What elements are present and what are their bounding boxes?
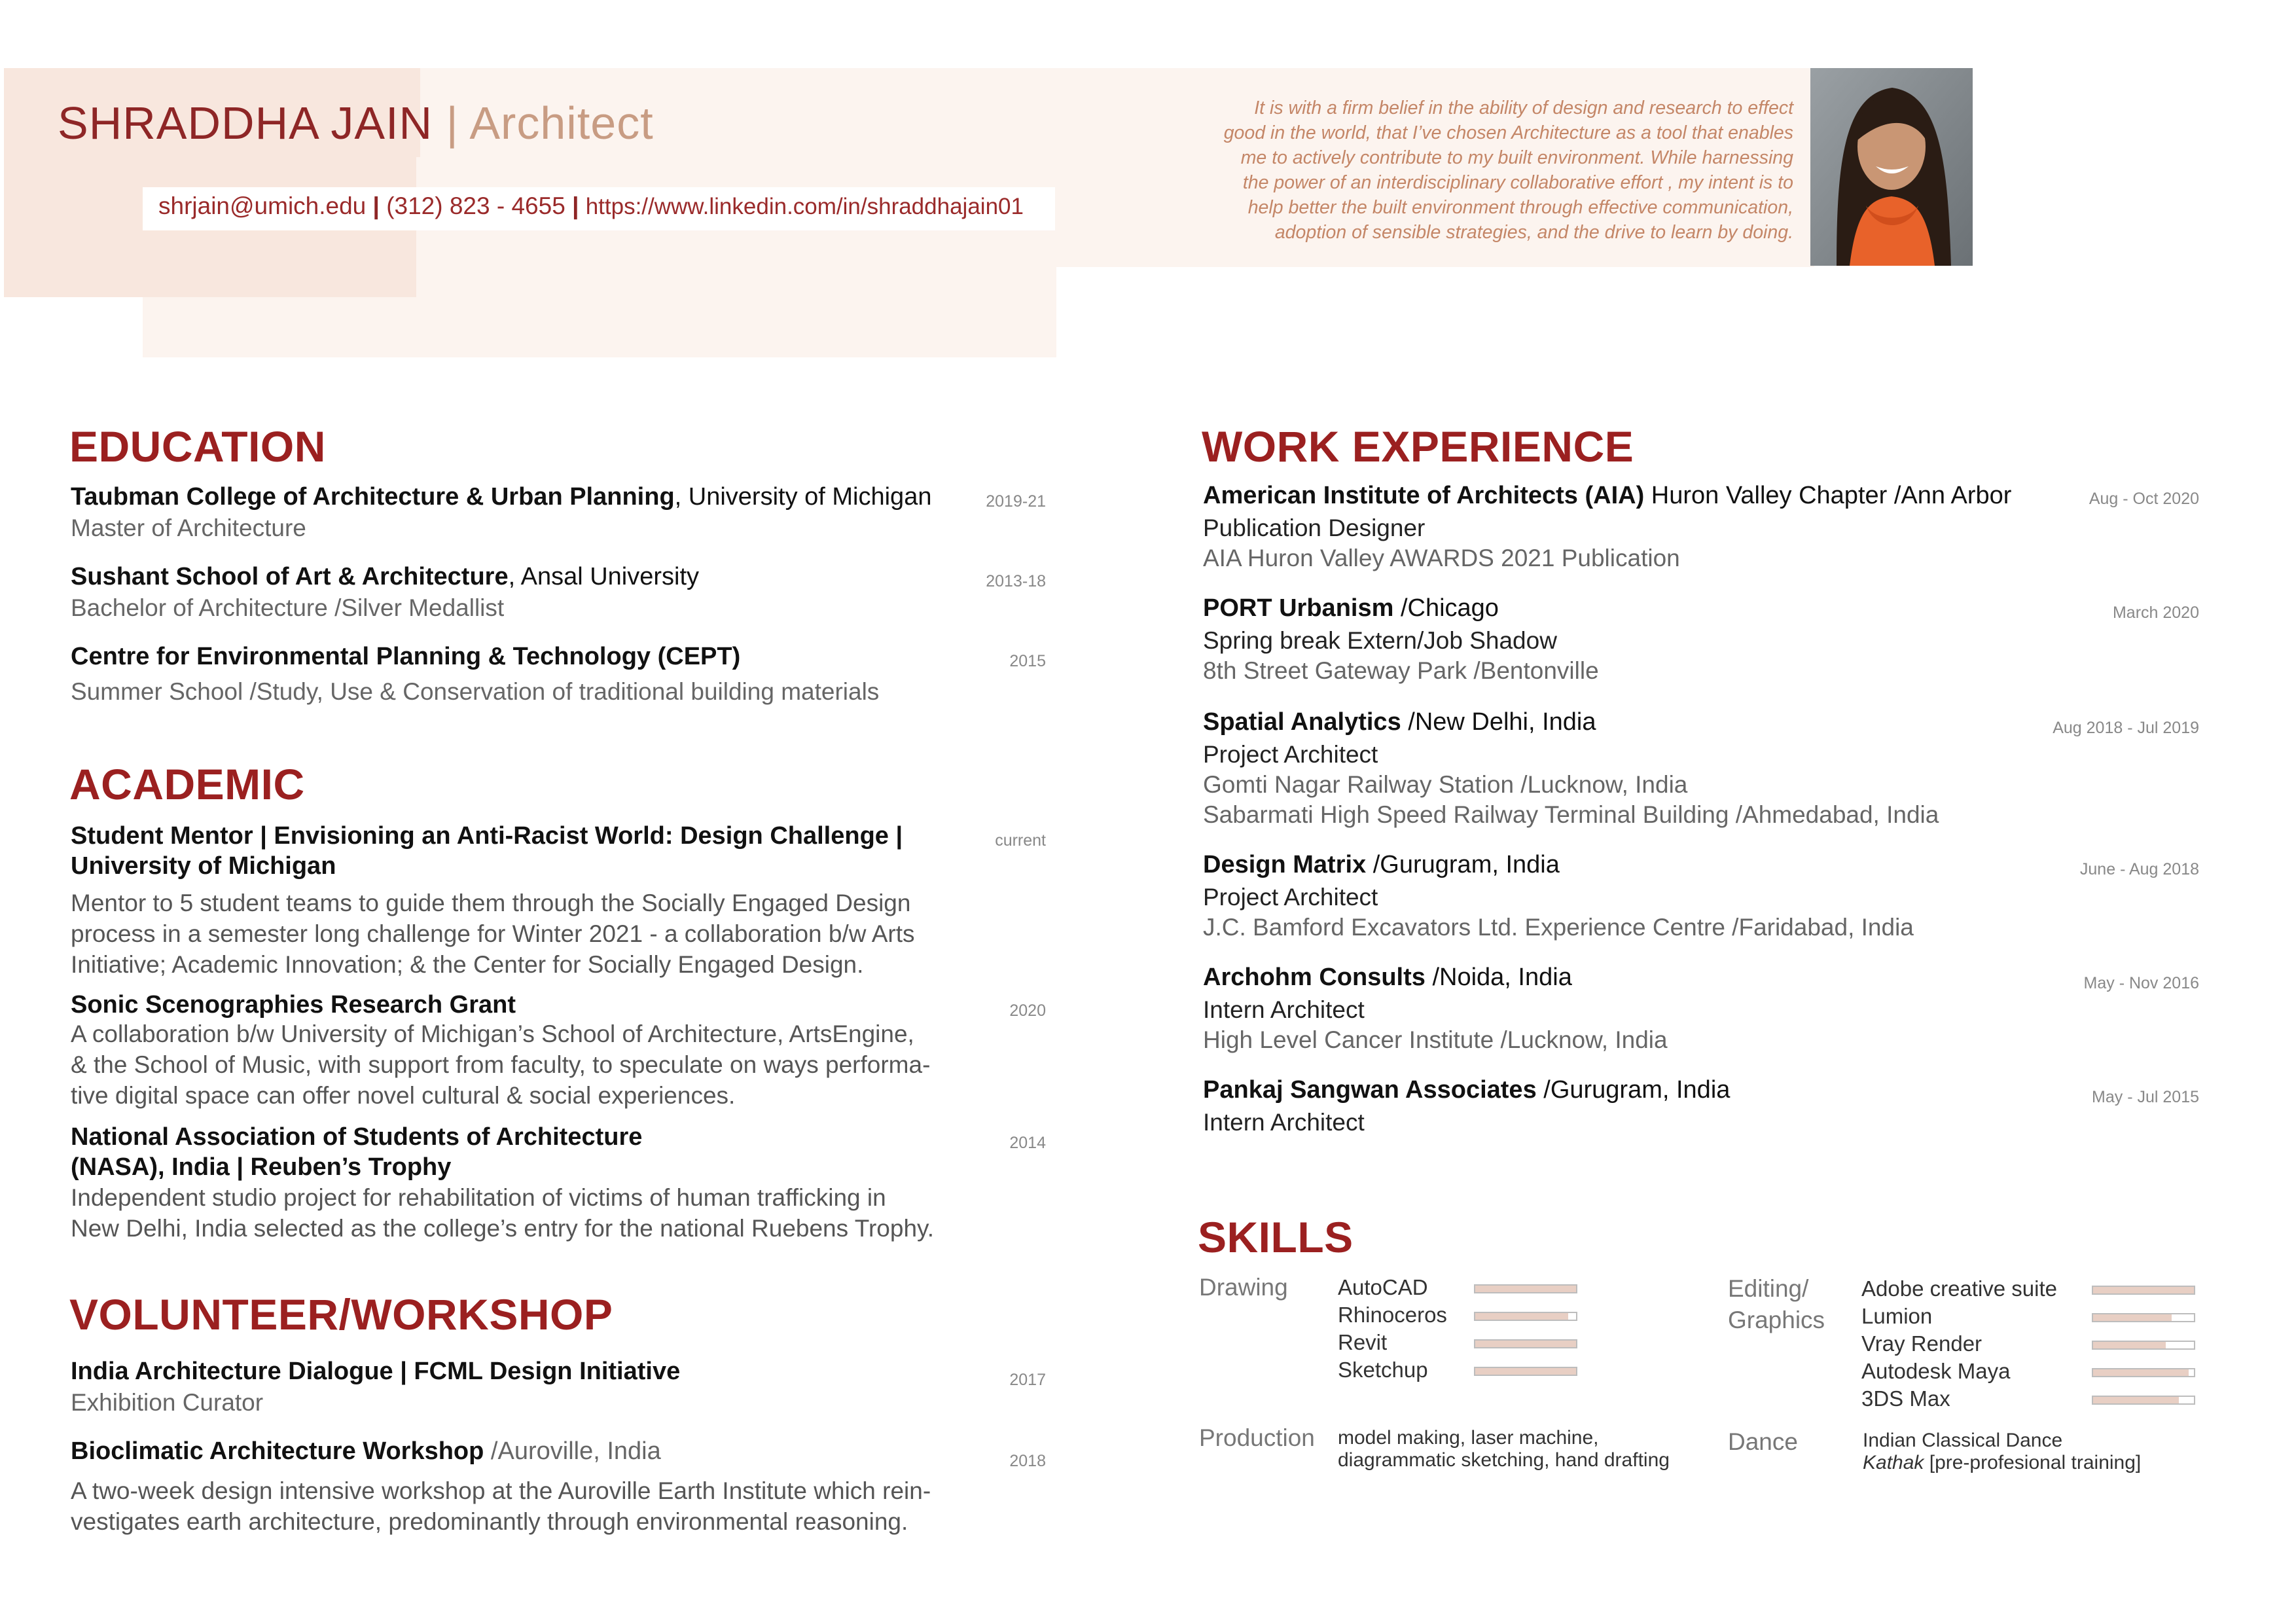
work-title bbox=[1203, 708, 1596, 736]
work-project: Gomti Nagar Railway Station /Lucknow, India bbox=[1203, 771, 1688, 798]
volunteer-date: 2018 bbox=[1009, 1452, 1046, 1470]
academic-date: 2014 bbox=[1009, 1134, 1046, 1152]
skill-level-bar bbox=[2092, 1341, 2195, 1350]
education-date: 2019-21 bbox=[986, 492, 1046, 511]
skill-level-fill bbox=[2093, 1369, 2189, 1376]
skill-category-drawing: Drawing bbox=[1199, 1274, 1288, 1301]
work-date: Aug 2018 - Jul 2019 bbox=[2053, 719, 2199, 737]
personal-statement bbox=[1139, 96, 1793, 245]
academic-description bbox=[71, 888, 915, 980]
work-project: Sabarmati High Speed Railway Terminal Building /Ahmedabad, India bbox=[1203, 801, 1939, 828]
quote-line: adoption of sensible strategies, and the drive to learn by doing. bbox=[1274, 222, 1793, 243]
work-role: Publication Designer bbox=[1203, 514, 1426, 541]
work-title bbox=[1203, 851, 1560, 879]
skill-name: Vray Render bbox=[1861, 1331, 1982, 1356]
academic-date: current bbox=[995, 831, 1046, 850]
skill-category-graphics: Graphics bbox=[1728, 1307, 1825, 1333]
employer-name: Design Matrix bbox=[1203, 851, 1367, 878]
skill-name: AutoCAD bbox=[1338, 1275, 1428, 1299]
skill-level-fill bbox=[1475, 1313, 1568, 1320]
description-line: tive digital space can offer novel cultural & social experiences. bbox=[71, 1082, 736, 1109]
production-skills bbox=[1338, 1427, 1670, 1471]
work-project: AIA Huron Valley AWARDS 2021 Publication bbox=[1203, 545, 1680, 571]
skill-name: Adobe creative suite bbox=[1861, 1276, 2058, 1301]
academic-title-line: Student Mentor | Envisioning an Anti-Racist World: Design Challenge | bbox=[71, 822, 903, 850]
email-link[interactable]: shrjain@umich.edu bbox=[158, 192, 367, 219]
quote-line: It is with a firm belief in the ability of design and research to effect bbox=[1254, 98, 1793, 118]
education-degree: Summer School /Study, Use & Conservation of traditional building materials bbox=[71, 678, 880, 705]
dance-note: [pre-profesional training] bbox=[1924, 1452, 2142, 1473]
employer-location: Huron Valley Chapter /Ann Arbor bbox=[1644, 482, 2012, 509]
employer-location: /Noida, India bbox=[1425, 964, 1572, 991]
volunteer-role: Exhibition Curator bbox=[71, 1389, 264, 1416]
education-title bbox=[71, 643, 740, 671]
work-role: Intern Architect bbox=[1203, 1109, 1365, 1136]
production-line: diagrammatic sketching, hand drafting bbox=[1338, 1449, 1670, 1471]
work-project: 8th Street Gateway Park /Bentonville bbox=[1203, 657, 1599, 684]
work-date: March 2020 bbox=[2112, 604, 2199, 622]
work-title bbox=[1203, 964, 1572, 992]
employer-name: PORT Urbanism bbox=[1203, 594, 1394, 622]
volunteer-title-bold: India Architecture Dialogue | FCML Design Initiative bbox=[71, 1358, 681, 1385]
name-separator: | bbox=[446, 98, 459, 149]
description-line: A two-week design intensive workshop at the Auroville Earth Institute which rein- bbox=[71, 1477, 931, 1504]
skill-level-fill bbox=[2093, 1397, 2179, 1403]
academic-title-line: University of Michigan bbox=[71, 852, 336, 880]
employer-name: Archohm Consults bbox=[1203, 964, 1426, 991]
skill-category-dance: Dance bbox=[1728, 1428, 1798, 1455]
dance-style: Kathak bbox=[1863, 1452, 1924, 1473]
skill-level-bar bbox=[1474, 1339, 1577, 1348]
employer-location: /Chicago bbox=[1393, 594, 1499, 622]
academic-title bbox=[71, 1123, 642, 1151]
academic-title-line: (NASA), India | Reuben’s Trophy bbox=[71, 1153, 452, 1181]
education-degree: Bachelor of Architecture /Silver Medallist bbox=[71, 594, 505, 621]
academic-heading: ACADEMIC bbox=[69, 760, 305, 808]
description-line: process in a semester long challenge for Winter 2021 - a collaboration b/w Arts bbox=[71, 920, 915, 947]
name-text: SHRADDHA JAIN bbox=[58, 98, 433, 149]
work-project: High Level Cancer Institute /Lucknow, India bbox=[1203, 1026, 1668, 1053]
skill-name: Lumion bbox=[1861, 1304, 1933, 1328]
volunteer-title-bold: Bioclimatic Architecture Workshop bbox=[71, 1437, 484, 1465]
work-heading: WORK EXPERIENCE bbox=[1202, 422, 1634, 471]
academic-title-line: Sonic Scenographies Research Grant bbox=[71, 991, 516, 1019]
work-date: May - Nov 2016 bbox=[2083, 974, 2199, 992]
employer-name: Spatial Analytics bbox=[1203, 708, 1401, 736]
work-date: May - Jul 2015 bbox=[2092, 1088, 2199, 1106]
skill-level-fill bbox=[2093, 1314, 2172, 1321]
work-date: Aug - Oct 2020 bbox=[2089, 490, 2199, 508]
production-line: model making, laser machine, bbox=[1338, 1427, 1599, 1449]
description-line: A collaboration b/w University of Michigan’s School of Architecture, ArtsEngine, bbox=[71, 1020, 914, 1047]
work-role: Intern Architect bbox=[1203, 996, 1365, 1023]
work-role: Project Architect bbox=[1203, 741, 1378, 768]
skill-level-bar bbox=[2092, 1313, 2195, 1322]
description-line: & the School of Music, with support from faculty, to speculate on ways performa- bbox=[71, 1051, 931, 1078]
quote-line: good in the world, that I’ve chosen Architecture as a tool that enables bbox=[1223, 122, 1793, 143]
work-title bbox=[1203, 1076, 1730, 1104]
skill-level-bar bbox=[1474, 1312, 1577, 1321]
skill-category-editing: Editing/ bbox=[1728, 1275, 1809, 1302]
contact-separator: | bbox=[372, 192, 380, 219]
description-line: Initiative; Academic Innovation; & the Center for Socially Engaged Design. bbox=[71, 951, 864, 978]
education-title bbox=[71, 563, 699, 591]
volunteer-date: 2017 bbox=[1009, 1371, 1046, 1389]
dance-line: Indian Classical Dance bbox=[1863, 1430, 2063, 1451]
education-degree: Master of Architecture bbox=[71, 514, 306, 541]
skill-level-fill bbox=[2093, 1287, 2194, 1293]
skill-name: 3DS Max bbox=[1861, 1386, 1950, 1411]
volunteer-title bbox=[71, 1437, 661, 1466]
description-line: Mentor to 5 student teams to guide them through the Socially Engaged Design bbox=[71, 890, 911, 916]
employer-location: /Gurugram, India bbox=[1536, 1076, 1731, 1104]
academic-title bbox=[71, 852, 336, 880]
academic-title bbox=[71, 991, 516, 1019]
skills-heading: SKILLS bbox=[1198, 1213, 1354, 1261]
skill-level-fill bbox=[1475, 1341, 1576, 1347]
skill-level-bar bbox=[2092, 1396, 2195, 1405]
skill-level-bar bbox=[2092, 1286, 2195, 1295]
volunteer-location: /Auroville, India bbox=[484, 1437, 661, 1465]
skill-category-production: Production bbox=[1199, 1424, 1315, 1451]
skill-level-bar bbox=[1474, 1284, 1577, 1293]
skill-level-fill bbox=[2093, 1342, 2166, 1348]
dance-line bbox=[1863, 1452, 2141, 1474]
institution-name: Sushant School of Art & Architecture bbox=[71, 563, 509, 590]
volunteer-title bbox=[71, 1358, 680, 1386]
skill-level-bar bbox=[2092, 1368, 2195, 1377]
work-title bbox=[1203, 594, 1499, 623]
skill-level-fill bbox=[1475, 1368, 1576, 1375]
description-line: New Delhi, India selected as the college’s entry for the national Ruebens Trophy. bbox=[71, 1215, 935, 1242]
quote-line: help better the built environment through effective communication, bbox=[1247, 197, 1793, 218]
institution-name: Centre for Environmental Planning & Technology (CEPT) bbox=[71, 643, 741, 670]
description-line: vestigates earth architecture, predominantly through environmental reasoning. bbox=[71, 1508, 908, 1535]
dance-skills bbox=[1863, 1430, 2141, 1474]
education-date: 2013-18 bbox=[986, 572, 1046, 590]
contact-separator: | bbox=[572, 192, 579, 219]
quote-line: me to actively contribute to my built environment. While harnessing bbox=[1240, 147, 1793, 168]
profile-photo bbox=[1810, 68, 1973, 266]
skill-level-bar bbox=[1474, 1367, 1577, 1376]
volunteer-heading: VOLUNTEER/WORKSHOP bbox=[69, 1290, 613, 1339]
work-date: June - Aug 2018 bbox=[2079, 860, 2199, 878]
skill-name: Autodesk Maya bbox=[1861, 1359, 2011, 1383]
education-heading: EDUCATION bbox=[69, 422, 326, 471]
quote-line: the power of an interdisciplinary collaborative effort , my intent is to bbox=[1242, 172, 1793, 193]
phone-text: (312) 823 - 4655 bbox=[386, 192, 565, 219]
description-line: Independent studio project for rehabilitation of victims of human trafficking in bbox=[71, 1184, 886, 1211]
work-title bbox=[1203, 482, 2011, 510]
contact-line bbox=[158, 192, 1024, 220]
employer-name: Pankaj Sangwan Associates bbox=[1203, 1076, 1537, 1104]
employer-name: American Institute of Architects (AIA) bbox=[1203, 482, 1645, 509]
work-role: Spring break Extern/Job Shadow bbox=[1203, 627, 1557, 654]
institution-name: Taubman College of Architecture & Urban Planning bbox=[71, 483, 675, 511]
skill-name: Revit bbox=[1338, 1330, 1388, 1354]
institution-affiliation: , Ansal University bbox=[508, 563, 700, 590]
resume-name bbox=[58, 97, 654, 149]
institution-affiliation: , University of Michigan bbox=[674, 483, 932, 511]
work-project: J.C. Bamford Excavators Ltd. Experience Centre /Faridabad, India bbox=[1203, 914, 1914, 941]
work-role: Project Architect bbox=[1203, 884, 1378, 911]
skill-level-fill bbox=[1475, 1286, 1576, 1292]
volunteer-description bbox=[71, 1475, 931, 1537]
academic-description bbox=[71, 1019, 930, 1111]
linkedin-link[interactable]: https://www.linkedin.com/in/shraddhajain01 bbox=[585, 194, 1024, 219]
employer-location: /Gurugram, India bbox=[1366, 851, 1560, 878]
employer-location: /New Delhi, India bbox=[1401, 708, 1596, 736]
academic-title bbox=[71, 1153, 451, 1182]
academic-title bbox=[71, 822, 903, 850]
academic-date: 2020 bbox=[1009, 1001, 1046, 1020]
academic-description bbox=[71, 1182, 934, 1244]
academic-title-line: National Association of Students of Architecture bbox=[71, 1123, 643, 1151]
education-title bbox=[71, 483, 931, 511]
skill-name: Sketchup bbox=[1338, 1358, 1428, 1382]
role-text: Architect bbox=[469, 98, 654, 149]
education-date: 2015 bbox=[1009, 652, 1046, 670]
skill-name: Rhinoceros bbox=[1338, 1303, 1447, 1327]
